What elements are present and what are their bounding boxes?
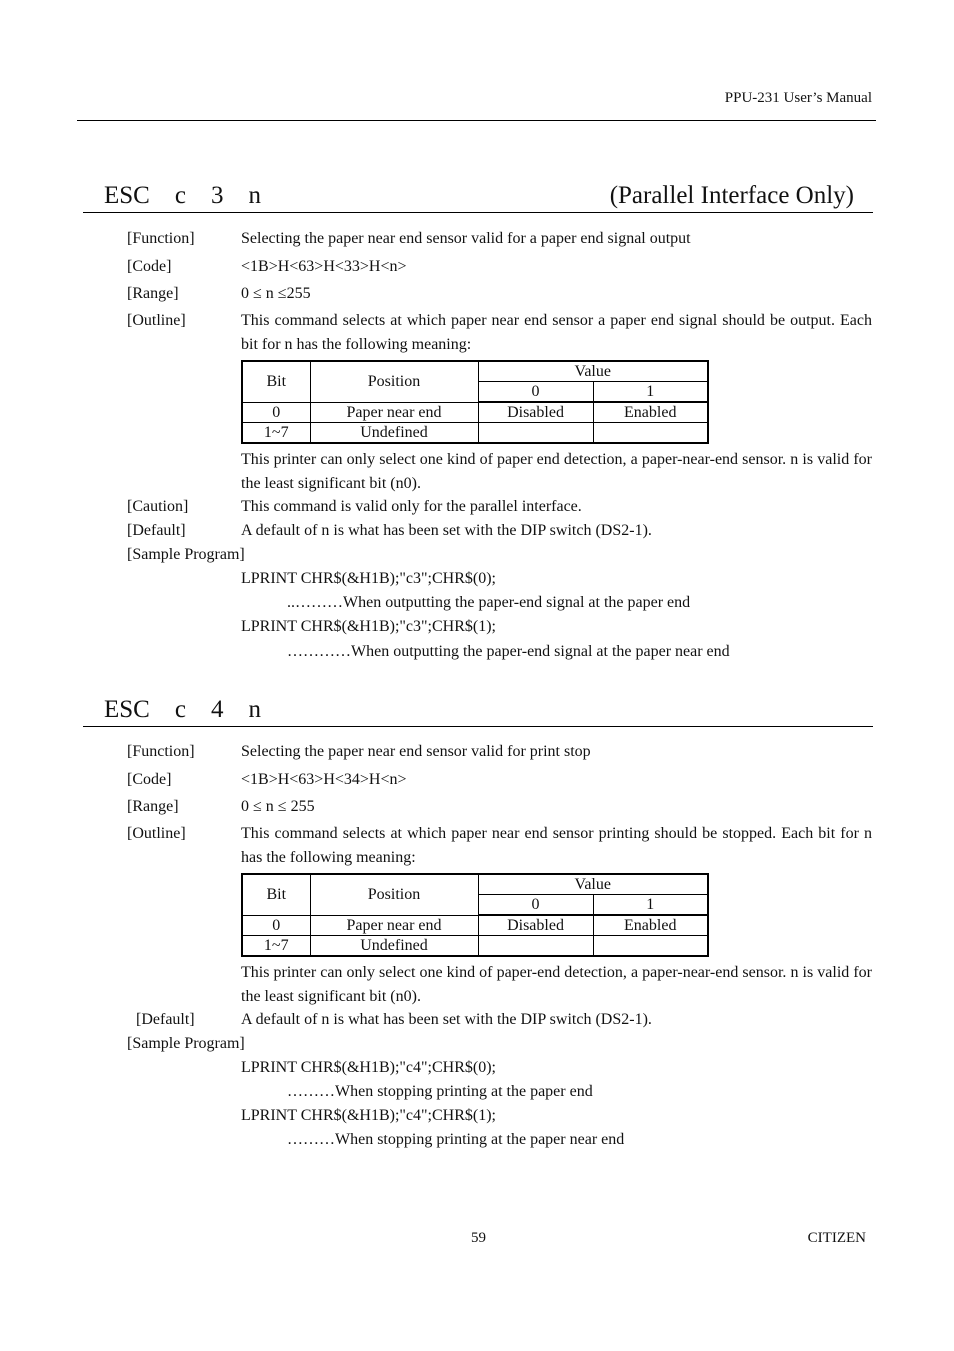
- table-row: [242, 423, 708, 444]
- range-label: [Range]: [127, 798, 179, 815]
- default-label: [Default]: [127, 522, 186, 539]
- function-text: Selecting the paper near end sensor valid for print stop: [241, 743, 591, 760]
- note-text: This printer can only select one kind of paper-end detection, a paper-near-end sensor. n is valid for the least significant bit (n0).: [241, 964, 872, 1005]
- default-text: A default of n is what has been set with the DIP switch (DS2-1).: [241, 522, 652, 539]
- table-cell-value-0: [478, 936, 593, 957]
- function-label: [Function]: [127, 743, 195, 760]
- table-header-0: 0: [478, 382, 593, 403]
- sample-code-description: …………When outputting the paper-end signal at the paper near end: [287, 643, 730, 660]
- sample-code-line: LPRINT CHR$(&H1B);"c3";CHR$(0);: [241, 570, 496, 587]
- function-text: Selecting the paper near end sensor valid for a paper end signal output: [241, 230, 691, 247]
- section-title-command: ESC c 3 n: [104, 182, 261, 209]
- code-text: <1B>H<63>H<34>H<n>: [241, 771, 407, 788]
- outline-text: This command selects at which paper near end sensor a paper end signal should be output. Each bit for n has the following meaning:: [241, 312, 872, 353]
- sample-code-description: ………When stopping printing at the paper near end: [287, 1131, 625, 1148]
- note-text: This printer can only select one kind of paper end detection, a paper-near-end sensor. n is valid for the least significant bit (n0).: [241, 451, 872, 492]
- table-cell-value-0: [478, 423, 593, 444]
- table-header-value: Value: [478, 361, 708, 382]
- table-row: [242, 915, 708, 936]
- table-cell-value-1: [593, 423, 708, 444]
- function-label: [Function]: [127, 230, 195, 247]
- table-cell-position: Paper near end: [310, 402, 478, 423]
- caution-text: This command is valid only for the parallel interface.: [241, 498, 582, 515]
- sample-code-line: LPRINT CHR$(&H1B);"c4";CHR$(1);: [241, 1107, 496, 1124]
- range-text: 0 ≤ n ≤255: [241, 285, 311, 302]
- code-label: [Code]: [127, 771, 172, 788]
- table-cell-position: Undefined: [310, 423, 478, 444]
- sample-code-line: LPRINT CHR$(&H1B);"c4";CHR$(0);: [241, 1059, 496, 1076]
- table-row: [242, 936, 708, 957]
- outline-label: [Outline]: [127, 825, 186, 842]
- table-cell-position: Undefined: [310, 936, 478, 957]
- table-cell-value-0: Disabled: [478, 402, 593, 423]
- caution-label: [Caution]: [127, 498, 189, 515]
- table-header-1: 1: [593, 895, 708, 916]
- table-cell-value-1: Enabled: [593, 402, 708, 423]
- default-text: A default of n is what has been set with the DIP switch (DS2-1).: [241, 1011, 652, 1028]
- manual-title: PPU-231 User’s Manual: [724, 90, 872, 106]
- table-header-1: 1: [593, 382, 708, 403]
- table-header-value: Value: [478, 874, 708, 895]
- section-rule: [83, 726, 873, 727]
- table-cell-value-1: Enabled: [593, 915, 708, 936]
- table-header-bit: Bit: [242, 361, 310, 402]
- range-text: 0 ≤ n ≤ 255: [241, 798, 315, 815]
- default-label: [Default]: [136, 1011, 195, 1028]
- code-text: <1B>H<63>H<33>H<n>: [241, 258, 407, 275]
- section-title-note: (Parallel Interface Only): [609, 182, 854, 209]
- page-number: 59: [471, 1230, 486, 1246]
- section-rule: [83, 212, 873, 213]
- range-label: [Range]: [127, 285, 179, 302]
- header-rule: [77, 120, 876, 121]
- outline-text: This command selects at which paper near end sensor printing should be stopped. Each bit for n has the following meaning:: [241, 825, 872, 866]
- table-cell-bit: 1~7: [242, 936, 310, 957]
- brand-name: CITIZEN: [807, 1230, 866, 1246]
- table-header-0: 0: [478, 895, 593, 916]
- table-row: [242, 402, 708, 423]
- bit-table: [241, 873, 709, 957]
- code-label: [Code]: [127, 258, 172, 275]
- table-cell-position: Paper near end: [310, 915, 478, 936]
- bit-table: [241, 360, 709, 444]
- table-cell-value-0: Disabled: [478, 915, 593, 936]
- sample-code-description: ..………When outputting the paper-end signal at the paper end: [287, 594, 691, 611]
- sample-program-label: [Sample Program]: [127, 546, 245, 563]
- table-header-position: Position: [310, 874, 478, 915]
- sample-code-description: ………When stopping printing at the paper end: [287, 1083, 593, 1100]
- sample-program-label: [Sample Program]: [127, 1035, 245, 1052]
- table-cell-bit: 0: [242, 915, 310, 936]
- table-header-position: Position: [310, 361, 478, 402]
- table-cell-bit: 0: [242, 402, 310, 423]
- outline-label: [Outline]: [127, 312, 186, 329]
- table-cell-bit: 1~7: [242, 423, 310, 444]
- section-title-command: ESC c 4 n: [104, 696, 261, 723]
- table-cell-value-1: [593, 936, 708, 957]
- sample-code-line: LPRINT CHR$(&H1B);"c3";CHR$(1);: [241, 618, 496, 635]
- table-header-bit: Bit: [242, 874, 310, 915]
